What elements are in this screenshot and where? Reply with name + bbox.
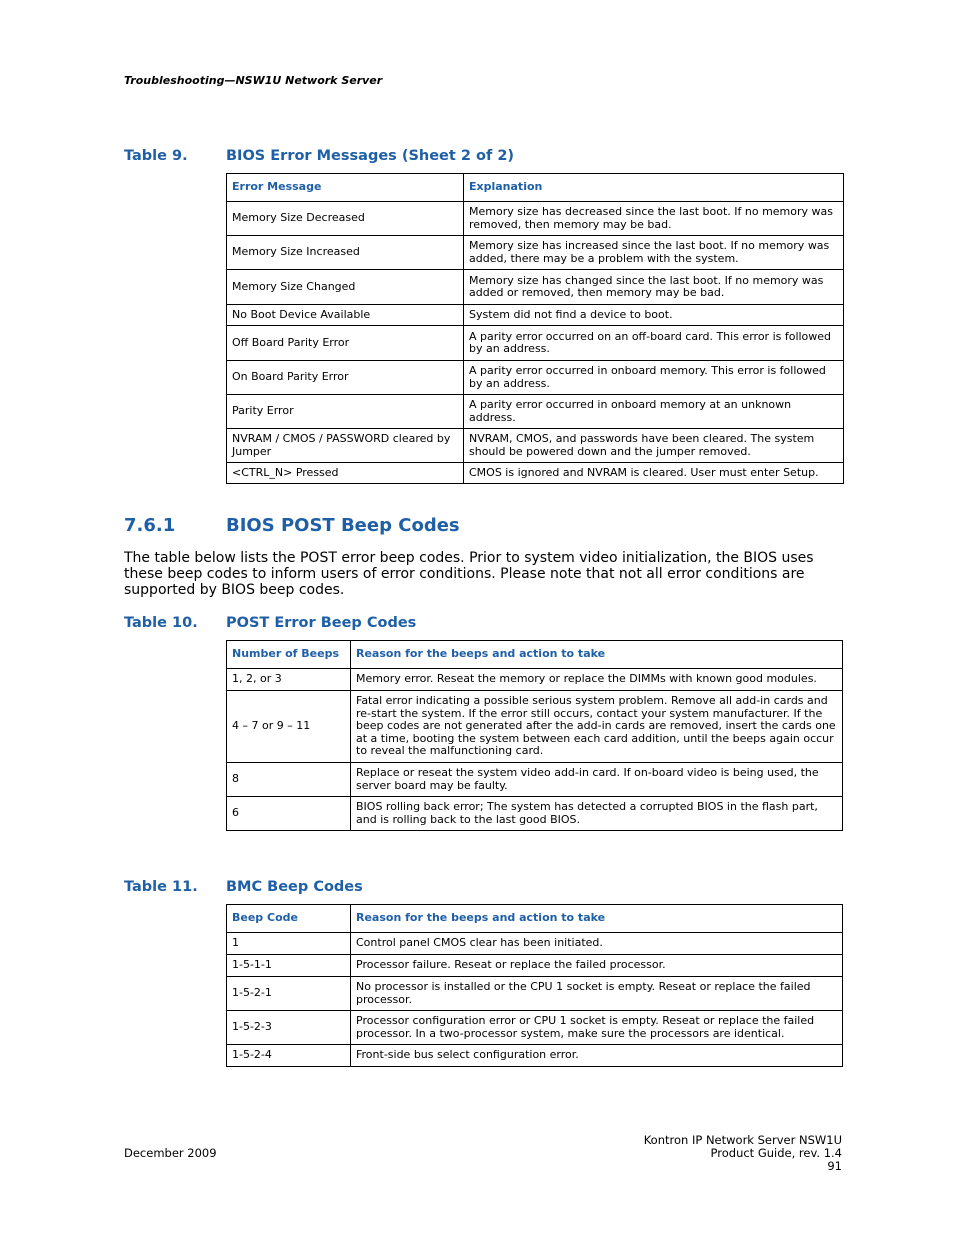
table-row (227, 1045, 843, 1067)
table10-beeps-cell: 8 (227, 763, 351, 797)
section-intro-paragraph: The table below lists the POST error beep codes. Prior to system video initialization, the BIOS uses these beep codes to inform users of error conditions. Please note that not all error conditions are supported by BIOS beep codes. (124, 550, 814, 598)
table11-code-cell: 1-5-2-1 (227, 977, 351, 1011)
table-row (227, 955, 843, 977)
table11-code-cell: 1 (227, 933, 351, 955)
table9-error-cell: Memory Size Decreased (227, 202, 464, 236)
table9-error-cell: Parity Error (227, 395, 464, 429)
table9-explanation-cell: A parity error occurred in onboard memory. This error is followed by an address. (464, 361, 844, 395)
table10-header-row (227, 641, 843, 669)
table11-code-cell: 1-5-2-3 (227, 1011, 351, 1045)
table9-explanation-cell: NVRAM, CMOS, and passwords have been cleared. The system should be powered down and the jumper removed. (464, 429, 844, 463)
table10-header-number-of-beeps: Number of Beeps (227, 641, 351, 669)
table-row (227, 326, 844, 361)
table10-title: POST Error Beep Codes (226, 615, 417, 631)
table9-header-error-message: Error Message (227, 174, 464, 202)
table11-header-reason: Reason for the beeps and action to take (351, 905, 843, 933)
table9-title: BIOS Error Messages (Sheet 2 of 2) (226, 148, 515, 164)
footer-guide-revision: Product Guide, rev. 1.4 (710, 1146, 842, 1160)
table9-header-row (227, 174, 844, 202)
table9-explanation-cell: Memory size has increased since the last boot. If no memory was added, there may be a problem with the system. (464, 236, 844, 270)
running-header: Troubleshooting—NSW1U Network Server (124, 74, 383, 87)
table10-reason-cell: Replace or reseat the system video add-in card. If on-board video is being used, the server board may be faulty. (351, 763, 843, 797)
table9-error-cell: On Board Parity Error (227, 361, 464, 395)
table-row (227, 797, 843, 831)
table11-reason-cell: Front-side bus select configuration error. (351, 1045, 843, 1067)
table9-explanation-cell: CMOS is ignored and NVRAM is cleared. User must enter Setup. (464, 463, 844, 484)
table9 (226, 173, 844, 484)
table-row (227, 395, 844, 429)
table11-reason-cell: Control panel CMOS clear has been initiated. (351, 933, 843, 955)
table10-reason-cell: BIOS rolling back error; The system has detected a corrupted BIOS in the flash part, and is rolling back to the last good BIOS. (351, 797, 843, 831)
table-row (227, 429, 844, 463)
table-row (227, 691, 843, 763)
table-row (227, 463, 844, 484)
section-number: 7.6.1 (124, 515, 176, 536)
table11-header-beep-code: Beep Code (227, 905, 351, 933)
table10-header-reason: Reason for the beeps and action to take (351, 641, 843, 669)
table10-beeps-cell: 4 – 7 or 9 – 11 (227, 691, 351, 763)
table11-reason-cell: Processor configuration error or CPU 1 socket is empty. Reseat or replace the failed processor. In a two-processor system, make sure the processors are identical. (351, 1011, 843, 1045)
footer-product-info (644, 1134, 842, 1173)
table10-reason-cell: Memory error. Reseat the memory or replace the DIMMs with known good modules. (351, 669, 843, 691)
table10-reason-cell: Fatal error indicating a possible serious system problem. Remove all add-in cards and re-start the system. If the error still occurs, contact your system manufacturer. If the beep codes are not generated after the add-in cards are removed, insert the cards one at a time, booting the system between each card addition, until the beeps again occur to reveal the malfunctioning card. (351, 691, 843, 763)
table9-error-cell: Memory Size Increased (227, 236, 464, 270)
table-row (227, 669, 843, 691)
table11-reason-cell: Processor failure. Reseat or replace the failed processor. (351, 955, 843, 977)
table9-explanation-cell: A parity error occurred in onboard memory at an unknown address. (464, 395, 844, 429)
table11-code-cell: 1-5-2-4 (227, 1045, 351, 1067)
table11-code-cell: 1-5-1-1 (227, 955, 351, 977)
table9-number: Table 9. (124, 148, 188, 164)
table10-beeps-cell: 1, 2, or 3 (227, 669, 351, 691)
table-row (227, 202, 844, 236)
table9-error-cell: <CTRL_N> Pressed (227, 463, 464, 484)
table9-error-cell: Memory Size Changed (227, 270, 464, 305)
table11-header-row (227, 905, 843, 933)
footer-date: December 2009 (124, 1146, 217, 1160)
table9-header-explanation: Explanation (464, 174, 844, 202)
table-row (227, 305, 844, 326)
table10-number: Table 10. (124, 615, 198, 631)
footer-product-name: Kontron IP Network Server NSW1U (643, 1133, 842, 1147)
table9-error-cell: Off Board Parity Error (227, 326, 464, 361)
table9-explanation-cell: Memory size has changed since the last boot. If no memory was added or removed, then memory may be bad. (464, 270, 844, 305)
table11-number: Table 11. (124, 879, 198, 895)
table11-title: BMC Beep Codes (226, 879, 363, 895)
table-row (227, 763, 843, 797)
table11 (226, 904, 843, 1067)
table10 (226, 640, 843, 831)
table10-beeps-cell: 6 (227, 797, 351, 831)
table9-explanation-cell: A parity error occurred on an off-board card. This error is followed by an address. (464, 326, 844, 361)
table9-error-cell: NVRAM / CMOS / PASSWORD cleared by Jumper (227, 429, 464, 463)
section-title: BIOS POST Beep Codes (226, 515, 460, 536)
table9-error-cell: No Boot Device Available (227, 305, 464, 326)
table-row (227, 977, 843, 1011)
table9-explanation-cell: System did not find a device to boot. (464, 305, 844, 326)
table-row (227, 236, 844, 270)
table9-explanation-cell: Memory size has decreased since the last boot. If no memory was removed, then memory may be bad. (464, 202, 844, 236)
footer-page-number: 91 (827, 1159, 842, 1173)
table-row (227, 933, 843, 955)
table-row (227, 1011, 843, 1045)
table11-reason-cell: No processor is installed or the CPU 1 socket is empty. Reseat or replace the failed processor. (351, 977, 843, 1011)
table-row (227, 270, 844, 305)
table-row (227, 361, 844, 395)
